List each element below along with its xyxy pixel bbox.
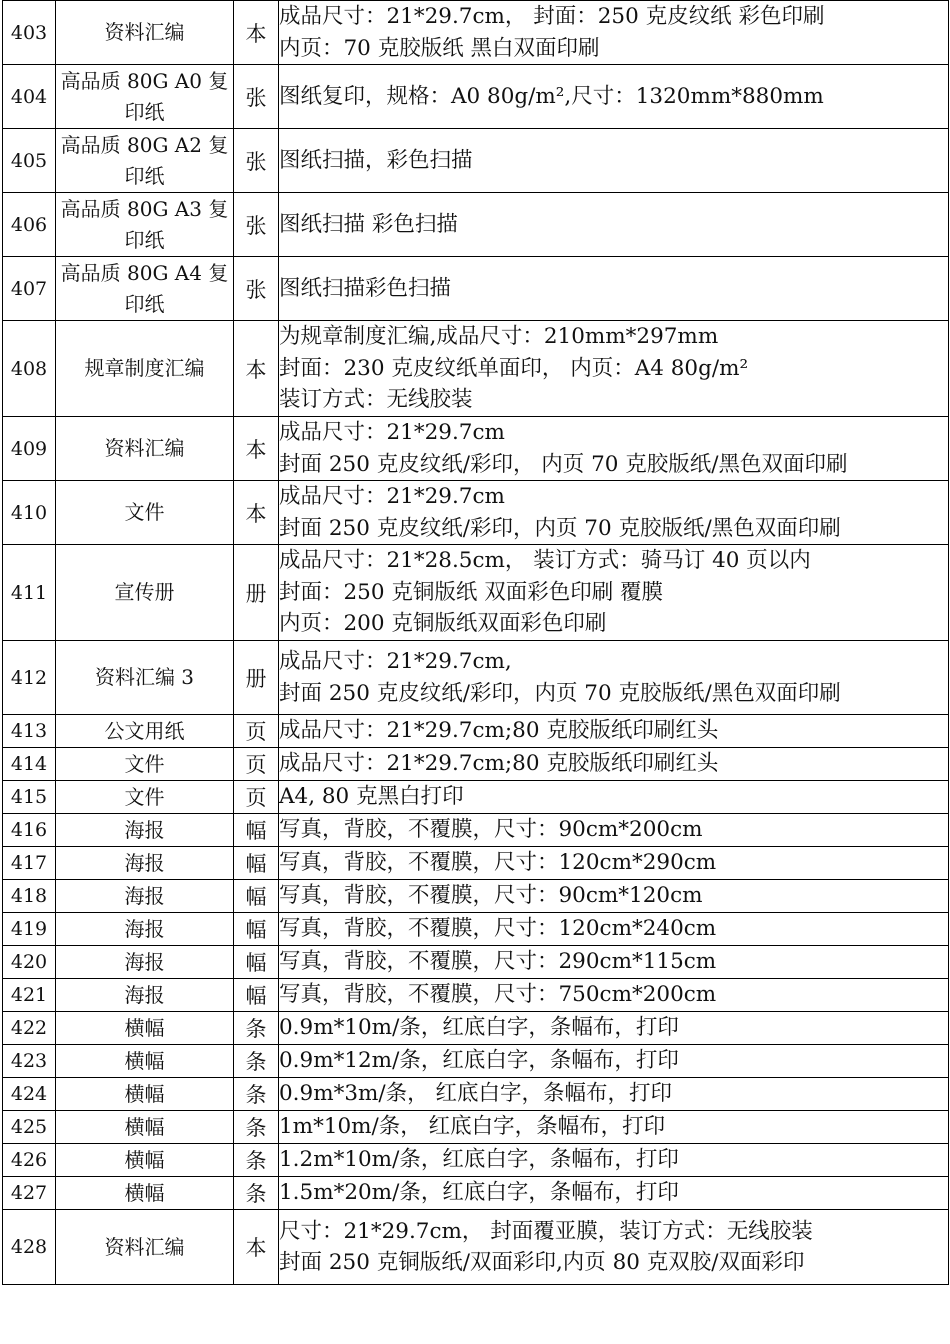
table-row: [3, 1045, 949, 1078]
item-number: 413: [3, 715, 56, 748]
item-name: [56, 1078, 234, 1111]
item-unit: 幅: [234, 880, 279, 913]
item-spec: [279, 913, 949, 946]
item-spec-line: 0.9m*12m/条，红底白字，条幅布，打印: [279, 1048, 679, 1074]
table-row: [3, 847, 949, 880]
item-name-line: 横幅: [124, 1114, 165, 1139]
item-unit: 张: [234, 193, 279, 257]
item-name-line: 横幅: [124, 1048, 165, 1073]
item-spec-line: 0.9m*10m/条，红底白字，条幅布，打印: [279, 1015, 679, 1041]
item-number: 410: [3, 481, 56, 545]
item-name: [56, 65, 234, 129]
item-name: [56, 129, 234, 193]
item-spec-line: 成品尺寸：21*29.7cm;80 克胶版纸印刷红头: [279, 751, 719, 777]
item-name-line: 海报: [124, 949, 165, 974]
item-spec-line: 写真，背胶，不覆膜，尺寸：290cm*115cm: [279, 949, 717, 975]
item-name-line: 海报: [124, 916, 165, 941]
item-spec: [279, 781, 949, 814]
table-row: [3, 129, 949, 193]
item-spec-line: 写真，背胶，不覆膜，尺寸：120cm*290cm: [279, 850, 717, 876]
item-name: [56, 781, 234, 814]
table-row: [3, 481, 949, 545]
table-row: [3, 1012, 949, 1045]
table-row: [3, 193, 949, 257]
table-row: [3, 1177, 949, 1210]
item-spec: [279, 1012, 949, 1045]
item-unit: 幅: [234, 847, 279, 880]
item-number: 428: [3, 1210, 56, 1285]
item-spec: [279, 748, 949, 781]
item-spec: [279, 715, 949, 748]
item-name: [56, 1012, 234, 1045]
spec-table-body: [3, 1, 949, 1285]
table-row: [3, 641, 949, 715]
item-spec-line: A4, 80 克黑白打印: [279, 784, 464, 810]
item-name: [56, 847, 234, 880]
item-number: 420: [3, 946, 56, 979]
item-number: 418: [3, 880, 56, 913]
item-name: [56, 545, 234, 641]
item-spec-line: 成品尺寸：21*29.7cm: [279, 420, 505, 445]
table-row: [3, 1078, 949, 1111]
item-spec: [279, 257, 949, 321]
item-spec: [279, 1045, 949, 1078]
item-spec-line: 封面：230 克皮纹纸单面印， 内页：A4 80g/m²: [279, 355, 749, 381]
table-row: [3, 1111, 949, 1144]
item-spec-line: 1m*10m/条， 红底白字，条幅布，打印: [279, 1114, 666, 1140]
item-spec-line: 装订方式：无线胶装: [279, 387, 473, 413]
item-number: 404: [3, 65, 56, 129]
item-number: 406: [3, 193, 56, 257]
item-name: [56, 417, 234, 481]
item-unit: 条: [234, 1144, 279, 1177]
item-name-line: 文件: [124, 751, 165, 776]
item-name: [56, 193, 234, 257]
item-unit: 张: [234, 65, 279, 129]
item-name-line: 高品质 80G A4 复: [60, 260, 229, 285]
table-row: [3, 979, 949, 1012]
table-row: [3, 257, 949, 321]
item-unit: 条: [234, 1045, 279, 1078]
item-unit: 幅: [234, 946, 279, 979]
item-spec-line: 成品尺寸：21*29.7cm: [279, 484, 505, 509]
table-row: [3, 1144, 949, 1177]
item-number: 405: [3, 129, 56, 193]
item-unit: 张: [234, 129, 279, 193]
item-name-line: 宣传册: [114, 580, 175, 604]
item-spec-line: 成品尺寸：21*29.7cm;80 克胶版纸印刷红头: [279, 718, 719, 744]
item-name: [56, 641, 234, 715]
item-number: 409: [3, 417, 56, 481]
item-unit: 本: [234, 417, 279, 481]
item-unit: 条: [234, 1111, 279, 1144]
item-number: 408: [3, 321, 56, 417]
table-row: [3, 946, 949, 979]
item-number: 425: [3, 1111, 56, 1144]
table-row: [3, 65, 949, 129]
item-number: 427: [3, 1177, 56, 1210]
table-row: [3, 545, 949, 641]
item-spec: [279, 481, 949, 545]
item-spec-line: 写真，背胶，不覆膜，尺寸：750cm*200cm: [279, 982, 717, 1008]
item-spec-line: 封面：250 克铜版纸 双面彩色印刷 覆膜: [279, 579, 664, 605]
item-name: [56, 715, 234, 748]
item-unit: 本: [234, 1, 279, 65]
item-name: [56, 257, 234, 321]
item-name-line: 规章制度汇编: [84, 356, 205, 380]
item-name: [56, 880, 234, 913]
item-number: 419: [3, 913, 56, 946]
item-spec: [279, 545, 949, 641]
item-spec: [279, 946, 949, 979]
item-number: 415: [3, 781, 56, 814]
item-number: 421: [3, 979, 56, 1012]
item-spec-line: 封面 250 克皮纹纸/彩印， 内页 70 克胶版纸/黑色双面印刷: [279, 451, 848, 477]
item-name-line: 资料汇编: [104, 436, 185, 460]
item-name: [56, 1111, 234, 1144]
item-unit: 页: [234, 715, 279, 748]
item-name-line: 横幅: [124, 1081, 165, 1106]
item-spec: [279, 1144, 949, 1177]
item-spec: [279, 193, 949, 257]
item-unit: 条: [234, 1012, 279, 1045]
table-row: [3, 417, 949, 481]
item-name-line: 印纸: [124, 99, 165, 124]
item-name-line: 高品质 80G A2 复: [60, 132, 229, 157]
table-row: [3, 715, 949, 748]
item-name-line: 横幅: [124, 1147, 165, 1172]
item-name-line: 资料汇编: [104, 20, 185, 44]
item-spec: [279, 641, 949, 715]
item-spec-line: 图纸扫描 彩色扫描: [279, 211, 458, 237]
item-number: 412: [3, 641, 56, 715]
item-unit: 条: [234, 1078, 279, 1111]
item-spec-line: 封面 250 克皮纹纸/彩印，内页 70 克胶版纸/黑色双面印刷: [279, 680, 841, 706]
table-row: [3, 1, 949, 65]
item-spec-line: 写真，背胶，不覆膜，尺寸：120cm*240cm: [279, 916, 717, 942]
item-name: [56, 1045, 234, 1078]
item-unit: 幅: [234, 814, 279, 847]
item-name: [56, 814, 234, 847]
item-unit: 本: [234, 481, 279, 545]
item-spec: [279, 847, 949, 880]
item-spec: [279, 129, 949, 193]
item-spec-line: 图纸扫描彩色扫描: [279, 275, 452, 301]
item-number: 426: [3, 1144, 56, 1177]
item-spec: [279, 814, 949, 847]
item-number: 407: [3, 257, 56, 321]
item-name-line: 文件: [124, 500, 165, 524]
item-number: 414: [3, 748, 56, 781]
item-name-line: 海报: [124, 982, 165, 1007]
item-name-line: 资料汇编: [104, 1234, 185, 1259]
item-spec-line: 写真，背胶，不覆膜，尺寸：90cm*120cm: [279, 883, 703, 909]
item-spec-line: 为规章制度汇编,成品尺寸：210mm*297mm: [279, 324, 719, 350]
item-spec: [279, 1177, 949, 1210]
item-spec-line: 尺寸：21*29.7cm， 封面覆亚膜，装订方式：无线胶装: [279, 1218, 813, 1244]
item-name: [56, 1144, 234, 1177]
table-row: [3, 781, 949, 814]
item-spec-line: 成品尺寸：21*28.5cm， 装订方式：骑马订 40 页以内: [279, 548, 811, 574]
item-spec-line: 成品尺寸：21*29.7cm,: [279, 649, 512, 674]
item-number: 424: [3, 1078, 56, 1111]
item-name: [56, 1210, 234, 1285]
table-row: [3, 913, 949, 946]
item-number: 423: [3, 1045, 56, 1078]
item-name-line: 横幅: [124, 1180, 165, 1205]
item-name-line: 海报: [124, 850, 165, 875]
table-row: [3, 880, 949, 913]
item-name-line: 横幅: [124, 1015, 165, 1040]
item-unit: 幅: [234, 979, 279, 1012]
item-spec-line: 封面 250 克铜版纸/双面彩印,内页 80 克双胶/双面彩印: [279, 1250, 805, 1275]
item-name-line: 海报: [124, 817, 165, 842]
item-name: [56, 946, 234, 979]
item-spec: [279, 417, 949, 481]
table-row: [3, 1210, 949, 1285]
table-row: [3, 814, 949, 847]
item-spec: [279, 1078, 949, 1111]
item-number: 422: [3, 1012, 56, 1045]
item-name-line: 资料汇编 3: [94, 665, 195, 689]
item-name-line: 印纸: [124, 291, 165, 316]
item-spec: [279, 1111, 949, 1144]
item-name-line: 高品质 80G A0 复: [60, 68, 229, 93]
item-unit: 张: [234, 257, 279, 321]
item-unit: 页: [234, 781, 279, 814]
item-spec-line: 图纸复印，规格：A0 80g/m²,尺寸：1320mm*880mm: [279, 83, 824, 109]
item-spec: [279, 880, 949, 913]
item-spec-line: 成品尺寸：21*29.7cm， 封面：250 克皮纹纸 彩色印刷: [279, 4, 825, 29]
item-spec-line: 封面 250 克皮纹纸/彩印，内页 70 克胶版纸/黑色双面印刷: [279, 515, 841, 541]
item-spec-line: 0.9m*3m/条， 红底白字，条幅布，打印: [279, 1081, 672, 1107]
item-unit: 幅: [234, 913, 279, 946]
item-unit: 册: [234, 641, 279, 715]
item-name-line: 高品质 80G A3 复: [60, 196, 229, 221]
item-name: [56, 1177, 234, 1210]
item-spec-line: 1.2m*10m/条，红底白字，条幅布，打印: [279, 1147, 679, 1173]
item-name: [56, 1, 234, 65]
item-spec: [279, 1210, 949, 1285]
item-spec-line: 图纸扫描，彩色扫描: [279, 147, 473, 173]
item-number: 417: [3, 847, 56, 880]
item-number: 411: [3, 545, 56, 641]
item-name: [56, 979, 234, 1012]
item-name: [56, 321, 234, 417]
item-spec-line: 1.5m*20m/条，红底白字，条幅布，打印: [279, 1180, 679, 1206]
item-number: 403: [3, 1, 56, 65]
item-spec-line: 写真，背胶，不覆膜，尺寸：90cm*200cm: [279, 817, 703, 843]
table-row: [3, 748, 949, 781]
item-spec-line: 内页：200 克铜版纸双面彩色印刷: [279, 611, 607, 637]
item-unit: 本: [234, 321, 279, 417]
spec-table: [2, 0, 949, 1285]
item-unit: 页: [234, 748, 279, 781]
item-name: [56, 748, 234, 781]
item-name-line: 印纸: [124, 227, 165, 252]
item-name-line: 公文用纸: [104, 718, 185, 743]
item-spec: [279, 979, 949, 1012]
item-unit: 条: [234, 1177, 279, 1210]
item-spec: [279, 321, 949, 417]
item-name-line: 海报: [124, 883, 165, 908]
item-spec: [279, 1, 949, 65]
table-row: [3, 321, 949, 417]
item-unit: 本: [234, 1210, 279, 1285]
item-name: [56, 481, 234, 545]
item-name: [56, 913, 234, 946]
item-number: 416: [3, 814, 56, 847]
item-spec-line: 内页：70 克胶版纸 黑白双面印刷: [279, 35, 600, 61]
item-name-line: 印纸: [124, 163, 165, 188]
item-unit: 册: [234, 545, 279, 641]
item-spec: [279, 65, 949, 129]
item-name-line: 文件: [124, 784, 165, 809]
